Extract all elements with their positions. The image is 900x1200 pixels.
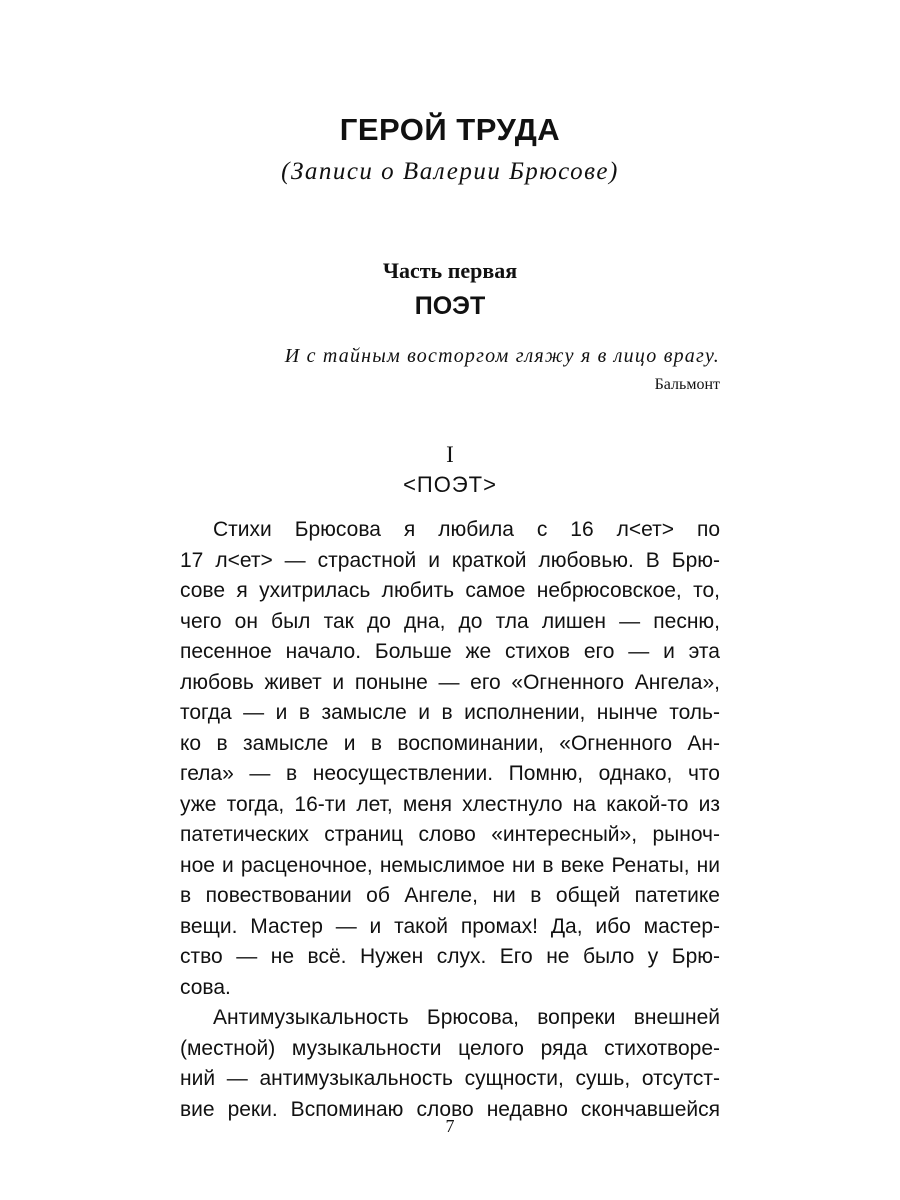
work-subtitle: (Записи о Валерии Брюсове): [281, 158, 619, 185]
text-line: ко в замысле и в воспоминании, «Огненного Ан-: [180, 731, 720, 755]
text-line: вещи. Мастер — и такой промах! Да, ибо мастер-: [180, 914, 720, 938]
text-line: гела» — в неосуществлении. Помню, однако, что: [180, 762, 720, 785]
paragraph: [180, 515, 720, 1003]
text-line: (местной) музыкальности целого ряда стихотворе-: [180, 1036, 720, 1060]
text-line: в повествовании об Ангеле, ни в общей патетике: [180, 884, 720, 907]
epigraph-text: И с тайным восторгом гляжу я в лицо врагу.: [284, 345, 720, 367]
part-title: ПОЭТ: [414, 292, 486, 320]
paragraph: [180, 1003, 720, 1125]
text-line: уже тогда, 16-ти лет, меня хлестнуло на какой-то из: [180, 792, 720, 816]
part-label: Часть первая: [382, 258, 518, 283]
text-line: чего он был так до дна, до тла лишен — песню,: [180, 609, 720, 633]
text-line: Стихи Брюсова я любила с 16 л<ет> по: [213, 518, 720, 541]
text-line: ство — не всё. Нужен слух. Его не было у Брю-: [180, 945, 720, 968]
chapter-title: <ПОЭТ>: [403, 472, 497, 497]
text-line: тогда — и в замысле и в исполнении, нынче толь-: [180, 701, 720, 724]
work-title: ГЕРОЙ ТРУДА: [339, 112, 561, 147]
text-line: патетических страниц слово «интересный», рыноч-: [180, 823, 720, 846]
chapter-number: I: [446, 442, 454, 467]
text-line: вие реки. Вспоминаю слово недавно скончавшейся: [180, 1097, 720, 1121]
text-line: любовь живет и поныне — его «Огненного Ангела»,: [180, 670, 720, 694]
body-text: [180, 515, 720, 1125]
text-line: ное и расценочное, немыслимое ни в веке Ренаты, ни: [180, 853, 720, 877]
text-line: 17 л<ет> — страстной и краткой любовью. В Брю-: [180, 548, 720, 572]
text-line: песенное начало. Больше же стихов его — и эта: [180, 640, 720, 663]
text-line: сове я ухитрилась любить самое небрюсовское, то,: [180, 579, 720, 602]
text-line: Антимузыкальность Брюсова, вопреки внешней: [213, 1006, 720, 1029]
epigraph-author: Бальмонт: [654, 376, 720, 393]
text-line: сова.: [180, 975, 231, 999]
text-line: ний — антимузыкальность сущности, сушь, отсутст-: [180, 1067, 720, 1090]
epigraph: [200, 345, 720, 394]
page-number: 7: [445, 1116, 455, 1136]
